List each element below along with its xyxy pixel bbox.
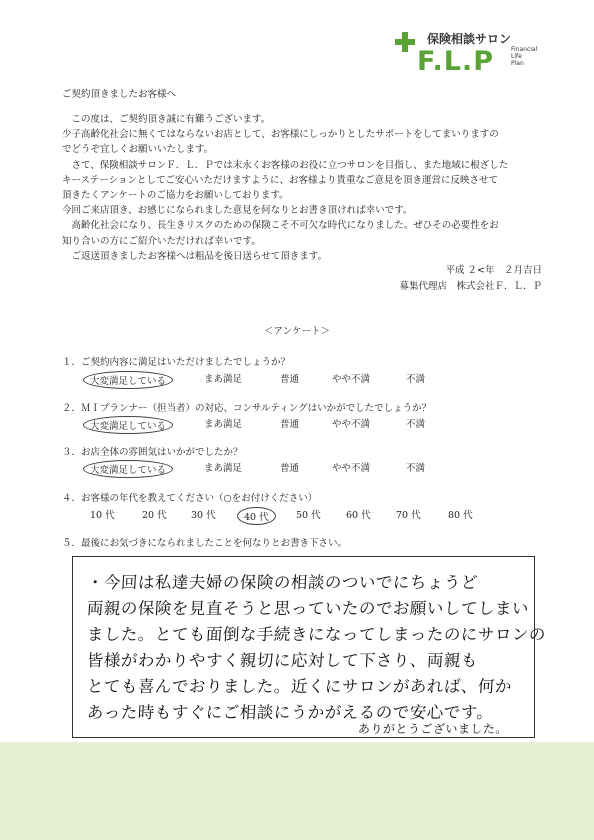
question-1-options xyxy=(90,371,490,385)
option-very-satisfied[interactable]: 大変満足している xyxy=(83,460,173,478)
handwritten-line: とても喜んでおりました。近くにサロンがあれば、何か xyxy=(86,677,513,696)
option-dissatisfied[interactable]: 不満 xyxy=(406,463,426,474)
logo-wordmark: F.L.P xyxy=(417,46,494,77)
letter-signature xyxy=(399,263,542,295)
question-2-options xyxy=(90,416,490,430)
question-1: １．ご契約内容に満足はいただけましたでしょうか？ xyxy=(62,357,291,368)
option-somewhat-dissatisfied[interactable]: やや不満 xyxy=(332,374,371,385)
option-age-20s[interactable]: 20 代 xyxy=(142,510,167,521)
option-age-50s[interactable]: 50 代 xyxy=(296,510,321,521)
option-somewhat-satisfied[interactable]: まあ満足 xyxy=(204,419,243,430)
letter-line: でどうぞ宜しくお願いいたします。 xyxy=(62,144,214,156)
question-4: ４．お客様の年代を教えてください（○をお付けください） xyxy=(62,493,318,504)
letter-line: キーステーションとしてご安心いただけますように、お客様より貴重なご意見を頂き運営に反映させて xyxy=(62,174,498,186)
comment-box[interactable] xyxy=(72,556,547,738)
option-age-10s[interactable]: 10 代 xyxy=(90,510,115,521)
logo-subtitle: 保険相談サロン xyxy=(427,32,512,46)
question-3: ３．お店全体の雰囲気はいかがでしたか？ xyxy=(62,447,243,458)
option-somewhat-dissatisfied[interactable]: やや不満 xyxy=(332,419,371,430)
agency-name: 募集代理店 株式会社Ｆ．Ｌ．Ｐ xyxy=(399,281,542,292)
option-somewhat-dissatisfied[interactable]: やや不満 xyxy=(332,463,371,474)
option-age-30s[interactable]: 30 代 xyxy=(191,510,216,521)
option-neutral[interactable]: 普通 xyxy=(280,419,300,430)
letter-line: 頂きたくアンケートのご協力をお願いしております。 xyxy=(62,190,289,202)
option-age-40s[interactable]: 40 代 xyxy=(237,507,276,525)
letter-body xyxy=(62,112,550,264)
letter-line: さて、保険相談サロンＦ．Ｌ．Ｐでは末永くお客様のお役に立つサロンを目指し、また地域に根ざした xyxy=(62,159,509,171)
option-very-satisfied[interactable]: 大変満足している xyxy=(83,416,173,434)
option-age-70s[interactable]: 70 代 xyxy=(396,510,421,521)
letter-line: 今回ご来店頂き、お感じになられました意見を何なりとお書き頂ければ幸いです。 xyxy=(62,205,413,217)
handwritten-line: 両親の保険を見直そうと思っていたのでお願いしてしまい xyxy=(86,599,530,618)
survey-title: ＜アンケート＞ xyxy=(264,326,330,337)
letter-line: ご返送頂きましたお客様へは粗品を後日送らせて頂きます。 xyxy=(62,250,327,262)
handwritten-line: あった時もすぐにご相談にうかがえるので安心です。 xyxy=(86,703,494,722)
option-somewhat-satisfied[interactable]: まあ満足 xyxy=(204,463,243,474)
question-2: ２．ＭＩプランナー（担当者）の対応、コンサルティングはいかがでしたでしょうか？ xyxy=(62,403,432,414)
letter-line: 高齢化社会になり、長生きリスクのための保険こそ不可欠な時代になりました。ぜひその必要性をお xyxy=(62,220,499,232)
option-age-80s[interactable]: 80 代 xyxy=(448,510,473,521)
letter-greeting: ご契約頂きましたお客様へ xyxy=(62,89,177,100)
option-somewhat-satisfied[interactable]: まあ満足 xyxy=(204,374,243,385)
question-3-options xyxy=(90,460,490,474)
letter-line: 知り合いの方にご紹介いただければ幸いです。 xyxy=(62,235,261,247)
letter-line: この度は、ご契約頂き誠に有難うございます。 xyxy=(62,114,271,125)
option-neutral[interactable]: 普通 xyxy=(280,374,300,385)
question-5: ５．最後にお気づきになられましたことを何なりとお書き下さい。 xyxy=(62,538,348,549)
handwritten-line: 皆様がわかりやすく親切に応対して下さり、両親も xyxy=(86,651,479,670)
option-very-satisfied[interactable]: 大変満足している xyxy=(83,371,173,389)
logo-tagline: Financial Life Plan xyxy=(511,46,538,67)
option-neutral[interactable]: 普通 xyxy=(280,463,300,474)
bottom-band xyxy=(0,742,594,840)
option-age-60s[interactable]: 60 代 xyxy=(346,510,371,521)
question-4-options xyxy=(90,507,510,521)
company-logo xyxy=(393,22,553,82)
letter-line: 少子高齢化社会に無くてはならないお店として、お客様にしっかりとしたサポートをしてまいりますの xyxy=(62,129,499,141)
handwritten-line: ました。とても面倒な手続きになってしまったのにサロンの xyxy=(86,625,547,644)
cross-icon xyxy=(395,32,415,52)
option-dissatisfied[interactable]: 不満 xyxy=(406,419,426,430)
handwritten-signoff: ありがとうございました。 xyxy=(357,722,509,736)
letter-date: 平成 ２<年 ２月吉日 xyxy=(445,265,542,276)
handwritten-line: ・今回は私達夫婦の保険の相談のついでにちょうど xyxy=(86,573,479,592)
option-dissatisfied[interactable]: 不満 xyxy=(406,374,426,385)
